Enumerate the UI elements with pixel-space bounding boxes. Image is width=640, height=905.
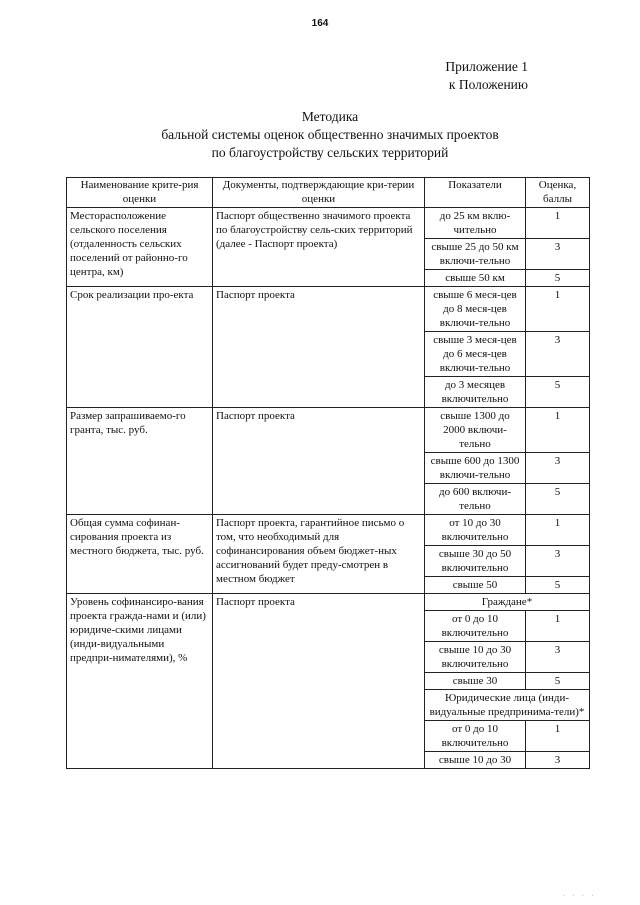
title-line-2: бальной системы оценок общественно значимых проектов [161, 127, 499, 142]
criterion-name: Уровень софинансиро-вания проекта гражда-нами и (или) юридиче-скими лицами (инди-видуальными предпри-нимателями), % [67, 594, 213, 769]
indicator-score: 3 [526, 752, 590, 769]
appendix-line-2: к Положению [448, 77, 528, 92]
table-header-row [67, 178, 590, 208]
indicator-score: 1 [526, 515, 590, 546]
table-row [67, 408, 590, 453]
table-row [67, 287, 590, 332]
indicator-score: 1 [526, 408, 590, 453]
indicator-score: 1 [526, 721, 590, 752]
indicator-label: свыше 600 до 1300 включи-тельно [425, 453, 526, 484]
indicator-label: свыше 10 до 30 [425, 752, 526, 769]
header-documents: Документы, подтверждающие кри-терии оценки [213, 178, 425, 208]
indicator-score: 5 [526, 484, 590, 515]
table-row [67, 594, 590, 611]
criterion-name: Размер запрашиваемо-го гранта, тыс. руб. [67, 408, 213, 515]
indicator-label: свыше 3 меся-цев до 6 меся-цев включи-тельно [425, 332, 526, 377]
indicator-label: до 25 км вклю-чительно [425, 208, 526, 239]
criterion-document: Паспорт проекта [213, 594, 425, 769]
header-score: Оценка, баллы [526, 178, 590, 208]
document-title [0, 108, 640, 162]
criterion-document: Паспорт проекта [213, 408, 425, 515]
indicator-label: свыше 30 до 50 включительно [425, 546, 526, 577]
indicator-score: 3 [526, 642, 590, 673]
criterion-name: Общая сумма софинан-сирования проекта из местного бюджета, тыс. руб. [67, 515, 213, 594]
indicator-label: свыше 30 [425, 673, 526, 690]
title-line-3: по благоустройству сельских территорий [211, 145, 449, 160]
header-indicators: Показатели [425, 178, 526, 208]
criterion-document: Паспорт проекта [213, 287, 425, 408]
criterion-document: Паспорт общественно значимого проекта по благоустройству сель-ских территорий (далее - Паспорт проекта) [213, 208, 425, 287]
indicator-score: 3 [526, 546, 590, 577]
indicator-label: свыше 10 до 30 включительно [425, 642, 526, 673]
indicator-score: 5 [526, 270, 590, 287]
appendix-reference [445, 58, 528, 94]
title-line-1: Методика [301, 109, 359, 124]
indicator-score: 3 [526, 239, 590, 270]
page-number: 164 [311, 18, 329, 29]
indicator-label: до 600 включи-тельно [425, 484, 526, 515]
table-row [67, 208, 590, 239]
indicator-label: от 10 до 30 включительно [425, 515, 526, 546]
indicator-group-heading: Юридические лица (инди-видуальные предпринима-тели)* [425, 690, 590, 721]
criterion-name: Срок реализации про-екта [67, 287, 213, 408]
indicator-label: до 3 месяцев включительно [425, 377, 526, 408]
indicator-score: 1 [526, 208, 590, 239]
indicator-label: свыше 50 [425, 577, 526, 594]
indicator-score: 5 [526, 577, 590, 594]
indicator-label: свыше 25 до 50 км включи-тельно [425, 239, 526, 270]
indicator-score: 3 [526, 332, 590, 377]
table-row [67, 515, 590, 546]
indicator-label: свыше 6 меся-цев до 8 меся-цев включи-тельно [425, 287, 526, 332]
indicator-group-heading: Граждане* [425, 594, 590, 611]
indicator-label: свыше 1300 до 2000 включи-тельно [425, 408, 526, 453]
indicator-score: 5 [526, 673, 590, 690]
indicator-label: от 0 до 10 включительно [425, 721, 526, 752]
appendix-line-1: Приложение 1 [445, 59, 528, 74]
criterion-document: Паспорт проекта, гарантийное письмо о том, что необходимый для софинансирования объем бюджет-ных ассигнований будет преду-смотрен в местном бюджет [213, 515, 425, 594]
scan-artifact-dots: · · · · [563, 893, 597, 899]
indicator-score: 3 [526, 453, 590, 484]
header-criterion: Наименование крите-рия оценки [67, 178, 213, 208]
indicator-label: от 0 до 10 включительно [425, 611, 526, 642]
indicator-score: 5 [526, 377, 590, 408]
indicator-label: свыше 50 км [425, 270, 526, 287]
criterion-name: Месторасположение сельского поселения (отдаленность сельских поселений от районно-го центра, км) [67, 208, 213, 287]
indicator-score: 1 [526, 611, 590, 642]
criteria-table [66, 177, 590, 769]
indicator-score: 1 [526, 287, 590, 332]
